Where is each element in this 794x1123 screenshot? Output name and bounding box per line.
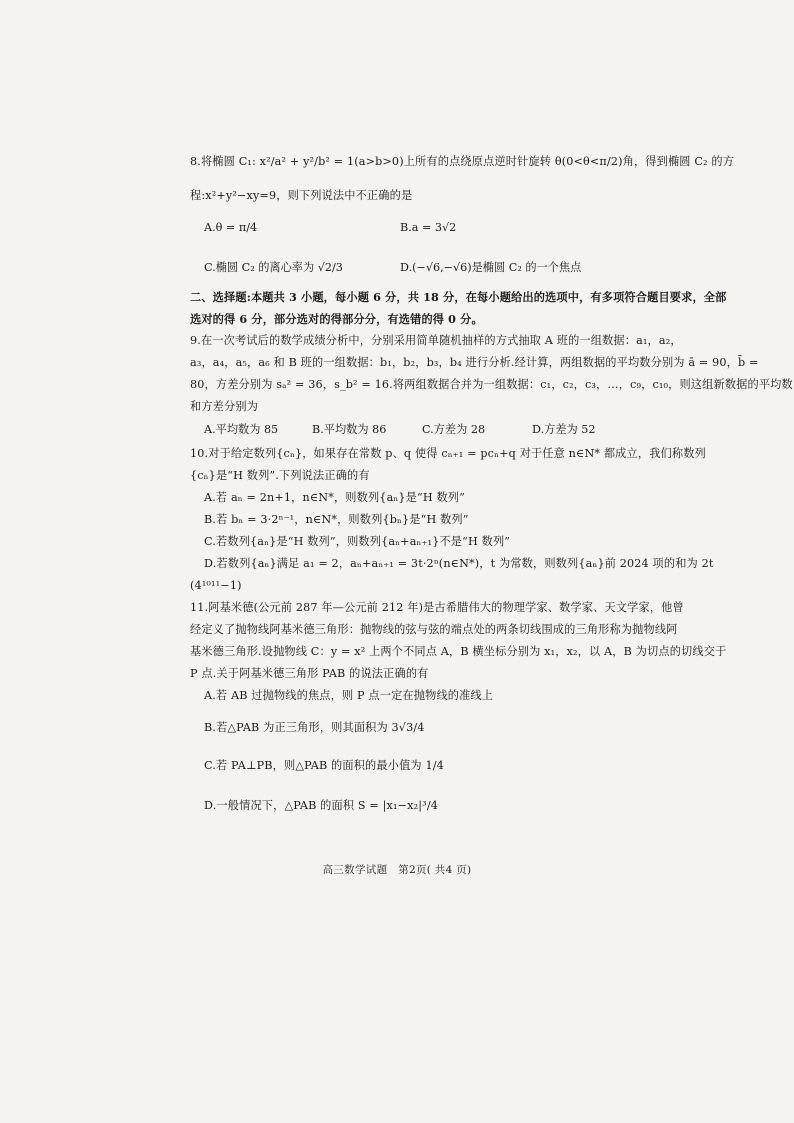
page-footer: 高三数学试题 第2页( 共4 页) [322,864,472,876]
q10-option-c: C.若数列{aₙ}是“H 数列”，则数列{aₙ+aₙ₊₁}不是“H 数列” [204,535,511,548]
q9-stem-line3: 80，方差分别为 sₐ² = 36，s_b² = 16.将两组数据合并为一组数据：c₁，c₂，c₃，…，c₉，c₁₀，则这组新数据的平均数 [190,378,793,391]
q10-option-a: A.若 aₙ = 2n+1，n∈N*，则数列{aₙ}是“H 数列” [204,491,466,504]
q11-stem-line4: P 点.关于阿基米德三角形 PAB 的说法正确的有 [190,667,429,680]
q9-stem-line4: 和方差分别为 [190,400,259,413]
q8-option-d: D.(−√6,−√6)是椭圆 C₂ 的一个焦点 [400,261,582,274]
q8-option-b: B.a = 3√2 [400,221,457,234]
q9-stem-line2: a₃，a₄，a₅，a₆ 和 B 班的一组数据：b₁，b₂，b₃，b₄ 进行分析.经计算，两组数据的平均数分别为 ā = 90，b̄ = [190,356,759,369]
q11-stem-line1: 11.阿基米德(公元前 287 年—公元前 212 年)是古希腊伟大的物理学家、数学家、天文学家，他曾 [190,601,684,614]
q9-options [204,420,644,440]
q11-option-a: A.若 AB 过抛物线的焦点，则 P 点一定在抛物线的准线上 [204,689,494,702]
section2-heading-line1: 二、选择题:本题共 3 小题，每小题 6 分，共 18 分，在每小题给出的选项中，有多项符合题目要求，全部 [190,290,727,304]
q10-stem-line2: {cₙ}是“H 数列”.下列说法正确的有 [190,469,370,482]
q9-option-d: D.方差为 52 [532,423,596,436]
q9-option-a: A.平均数为 85 [204,423,279,436]
section2-heading-line2: 选对的得 6 分，部分选对的得部分分，有选错的得 0 分。 [190,312,483,326]
q10-option-d-line2: (4¹⁰¹¹−1) [190,579,242,592]
q9-option-b: B.平均数为 86 [312,423,387,436]
q8-option-a: A.θ = π/4 [204,221,258,234]
q8-stem-line1: 8.将椭圆 C₁: x²/a² + y²/b² = 1(a>b>0)上所有的点绕原点逆时针旋转 θ(0<θ<π/2)角，得到椭圆 C₂ 的方 [190,155,735,168]
q11-stem-line2: 经定义了抛物线阿基米德三角形：抛物线的弦与弦的端点处的两条切线围成的三角形称为抛物线阿 [190,623,678,636]
q9-stem-line1: 9.在一次考试后的数学成绩分析中，分别采用简单随机抽样的方式抽取 A 班的一组数据：a₁，a₂， [190,334,682,347]
q8-stem-line2: 程:x²+y²−xy=9，则下列说法中不正确的是 [190,189,413,202]
q10-stem-line1: 10.对于给定数列{cₙ}，如果存在常数 p、q 使得 cₙ₊₁ = pcₙ+q 对于任意 n∈N* 都成立，我们称数列 [190,447,706,460]
q11-option-d: D.一般情况下，△PAB 的面积 S = |x₁−x₂|³/4 [204,799,439,812]
q11-option-c: C.若 PA⊥PB，则△PAB 的面积的最小值为 1/4 [204,759,444,772]
q10-option-b: B.若 bₙ = 3·2ⁿ⁻¹，n∈N*，则数列{bₙ}是“H 数列” [204,513,469,526]
q11-stem-line3: 基米德三角形.设抛物线 C：y = x² 上两个不同点 A，B 横坐标分别为 x₁，x₂，以 A，B 为切点的切线交于 [190,645,727,658]
q11-option-b: B.若△PAB 为正三角形，则其面积为 3√3/4 [204,721,425,734]
q8-option-c: C.椭圆 C₂ 的离心率为 √2/3 [204,261,343,274]
q10-option-d-line1: D.若数列{aₙ}满足 a₁ = 2，aₙ+aₙ₊₁ = 3t·2ⁿ(n∈N*)，t 为常数，则数列{aₙ}前 2024 项的和为 2t [204,557,714,570]
q9-option-c: C.方差为 28 [422,423,486,436]
